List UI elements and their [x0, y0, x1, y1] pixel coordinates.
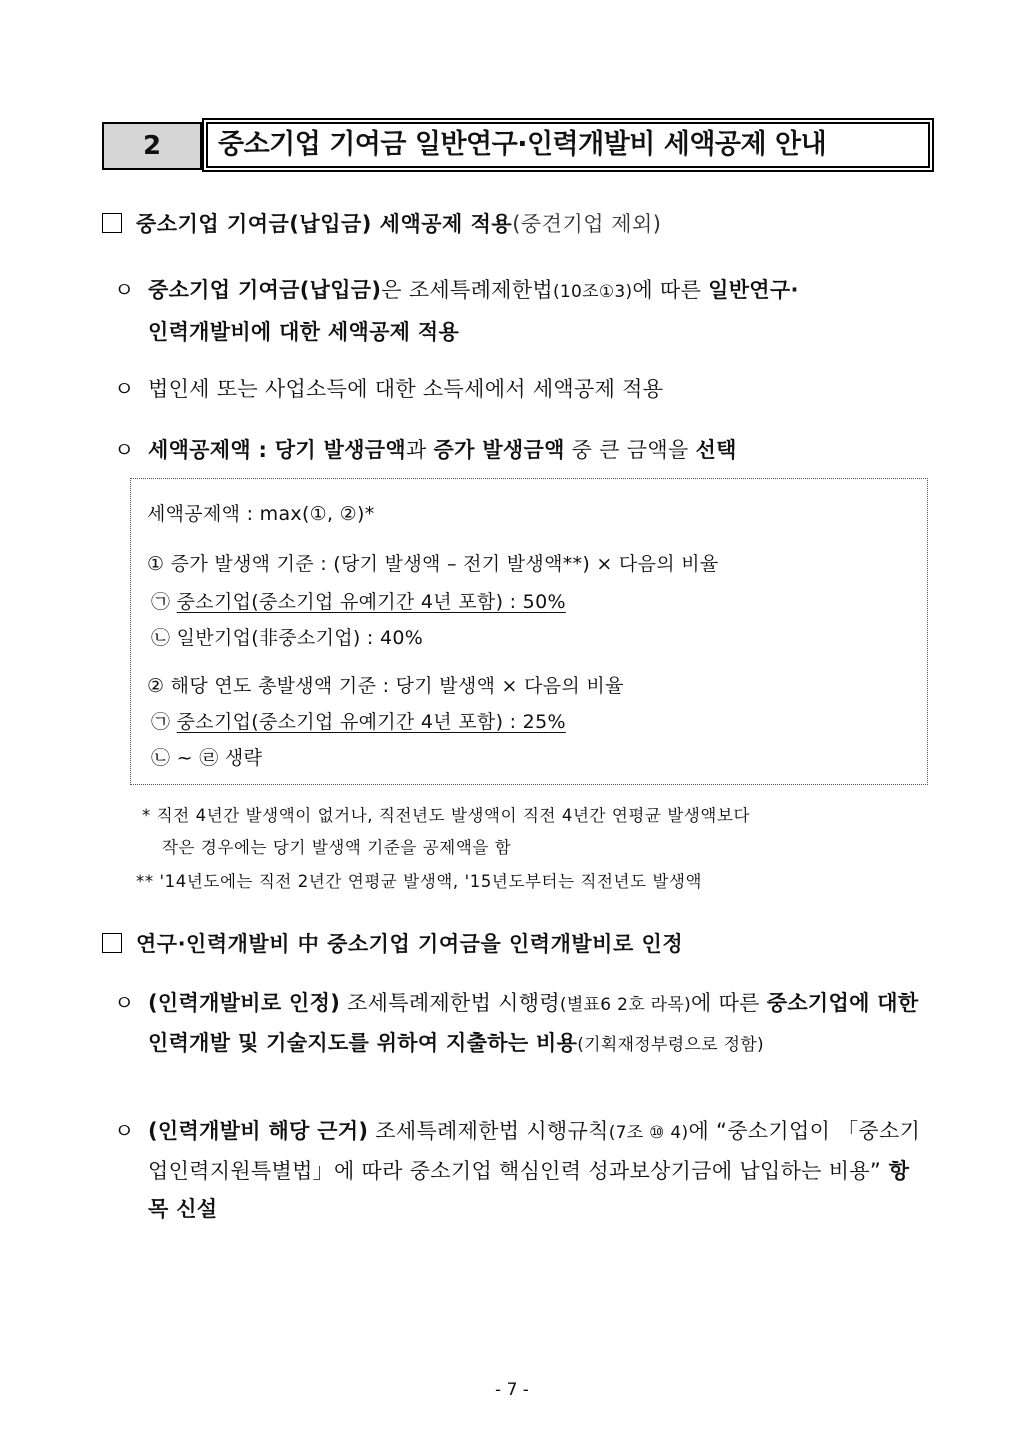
- block2-heading: 연구·인력개발비 中 중소기업 기여금을 인력개발비로 인정: [102, 928, 683, 958]
- footnote: ** '14년도에는 직전 2년간 연평균 발생액, '15년도부터는 직전년도 발생액: [136, 872, 703, 891]
- square-bullet-icon: [102, 213, 122, 233]
- section-title: 중소기업 기여금 일반연구·인력개발비 세액공제 안내: [206, 122, 930, 168]
- footnote: 작은 경우에는 당기 발생액 기준을 공제액을 함: [162, 838, 512, 857]
- square-bullet-icon: [102, 933, 122, 953]
- formula-box: [130, 478, 928, 785]
- list-item: ㅇ (인력개발비 해당 근거) 조세특례제한법 시행규칙(7조 ⑩ 4)에 “중소기업이 「중소기업인력지원특별법」에 따라 중소기업 핵심인력 성과보상기금에 납입하는 비용” 항목 신설: [114, 1112, 929, 1228]
- formula-line: ㉡ 일반기업(非중소기업) : 40%: [151, 627, 424, 649]
- circle-bullet-icon: ㅇ: [114, 991, 135, 1015]
- circle-bullet-icon: ㅇ: [114, 438, 135, 462]
- section-number: 2: [102, 122, 202, 170]
- formula-line: ㉡ ~ ㉣ 생략: [151, 747, 263, 769]
- block1-heading: [102, 208, 661, 238]
- formula-line: 세액공제액 : max(①, ②)*: [147, 503, 375, 525]
- list-item: ㅇ (인력개발비로 인정) 조세특례제한법 시행령(별표6 2호 라목)에 따른 중소기업에 대한 인력개발 및 기술지도를 위하여 지출하는 비용(기획재정부령으로 정함): [114, 984, 929, 1064]
- formula-line: ㉠ 중소기업(중소기업 유예기간 4년 포함) : 50%: [151, 591, 566, 613]
- list-item: ㅇ 중소기업 기여금(납입금)은 조세특례제한법(10조①3)에 따른 일반연구· 인력개발비에 대한 세액공제 적용: [114, 270, 929, 352]
- formula-line: ① 증가 발생액 기준 : (당기 발생액 – 전기 발생액**) × 다음의 비율: [147, 553, 719, 575]
- list-item: ㅇ 세액공제액 : 당기 발생금액과 증가 발생금액 중 큰 금액을 선택: [114, 430, 929, 470]
- formula-line: ㉠ 중소기업(중소기업 유예기간 4년 포함) : 25%: [151, 711, 566, 733]
- circle-bullet-icon: ㅇ: [114, 278, 135, 302]
- formula-line: ② 해당 연도 총발생액 기준 : 당기 발생액 × 다음의 비율: [147, 675, 624, 697]
- section-header: [102, 122, 922, 170]
- page-number: - 7 -: [495, 1380, 529, 1400]
- block1-heading-main: 중소기업 기여금(납입금) 세액공제 적용: [136, 212, 513, 236]
- circle-bullet-icon: ㅇ: [114, 377, 135, 401]
- list-item: ㅇ 법인세 또는 사업소득에 대한 소득세에서 세액공제 적용: [114, 369, 929, 409]
- footnote: * 직전 4년간 발생액이 없거나, 직전년도 발생액이 직전 4년간 연평균 발생액보다: [142, 806, 751, 825]
- block1-heading-sub: (중견기업 제외): [512, 212, 662, 236]
- circle-bullet-icon: ㅇ: [114, 1119, 135, 1143]
